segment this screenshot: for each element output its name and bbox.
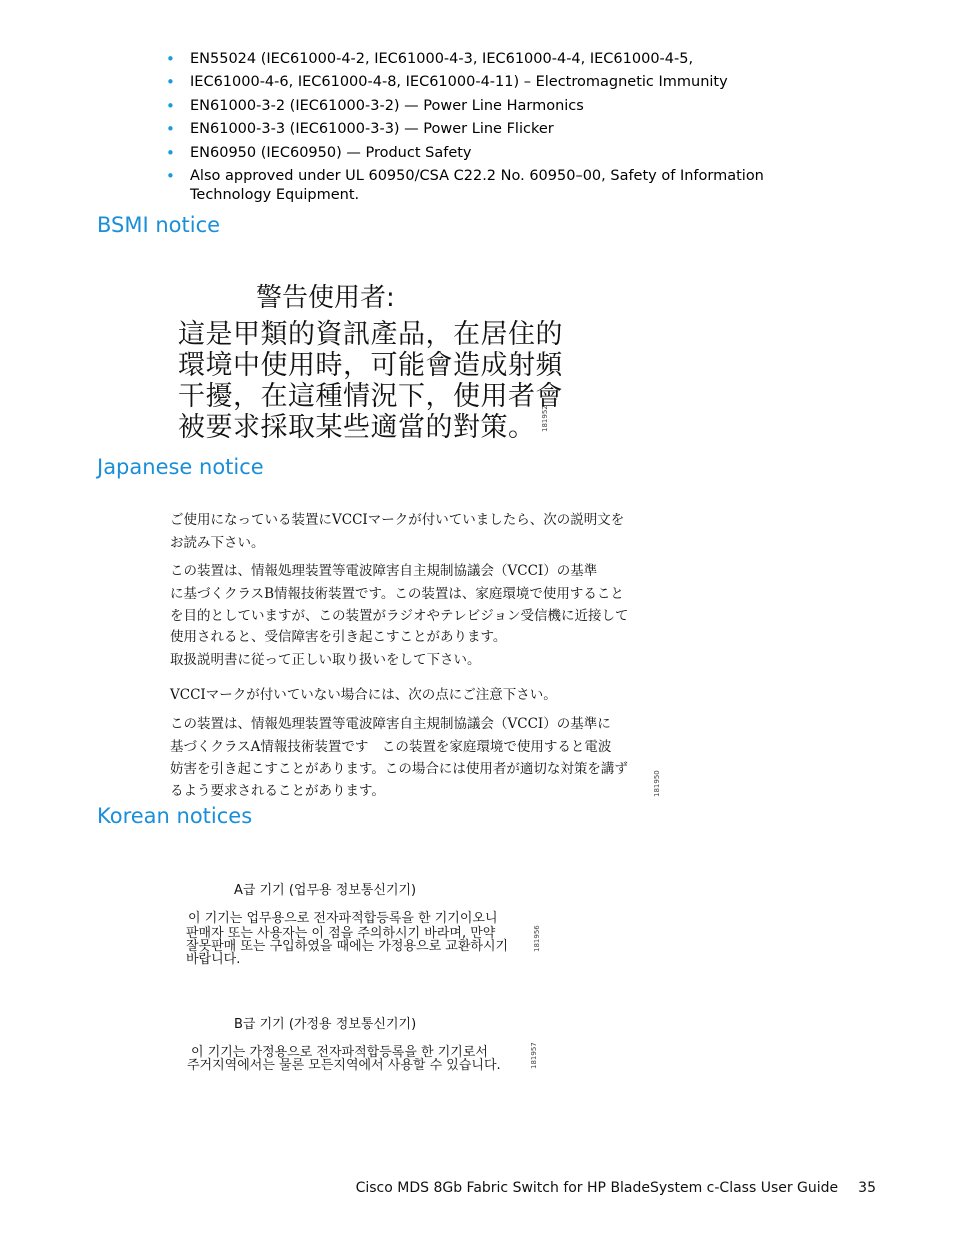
korean-class-a-title: A급 기기 (업무용 정보통신기기) — [234, 883, 417, 898]
korean-notices-heading: Korean notices — [97, 804, 253, 828]
page-footer — [356, 1180, 876, 1196]
bullet-icon: • — [166, 96, 175, 115]
japanese-line: 基づくクラスA情報技術装置です この装置を家庭環境で使用すると電波 — [170, 739, 612, 755]
bullet-icon: • — [166, 143, 175, 162]
japanese-line: 妨害を引き起こすことがあります。この場合には使用者が適切な対策を講ず — [170, 761, 628, 777]
list-item: • EN55024 (IEC61000-4-2, IEC61000-4-3, IEC61000-4-4, IEC61000-4-5, — [166, 50, 694, 68]
bullet-icon: • — [166, 73, 175, 92]
japanese-line: お読み下さい。 — [170, 535, 265, 551]
korean-class-b-figure-number: 181957 — [530, 1042, 538, 1069]
japanese-line: 取扱説明書に従って正しい取り扱いをして下さい。 — [170, 652, 481, 668]
japanese-notice-heading: Japanese notice — [97, 455, 264, 479]
bsmi-warning-title: 警告使用者: — [256, 283, 395, 313]
bsmi-line: 被要求採取某些適當的對策。 — [178, 412, 536, 443]
list-item: • Also approved under UL 60950/CSA C22.2 No. 60950–00, Safety of Information Technology Equipment. — [166, 166, 764, 203]
list-item: • EN61000-3-3 (IEC61000-3-3) — Power Line Flicker — [166, 120, 554, 139]
korean-class-a-line: 판매자 또는 사용자는 이 점을 주의하시기 바라며, 만약 — [186, 926, 496, 941]
japanese-line: 使用されると、受信障害を引き起こすことがあります。 — [170, 629, 507, 645]
japanese-line: るよう要求されることがあります。 — [170, 783, 385, 799]
footer-title: Cisco MDS 8Gb Fabric Switch for HP BladeSystem c-Class User Guide — [355, 1180, 839, 1196]
bullet-icon: • — [166, 50, 175, 68]
bsmi-notice-heading: BSMI notice — [97, 213, 221, 237]
japanese-line: を目的としていますが、この装置がラジオやテレビジョン受信機に近接して — [170, 608, 629, 624]
japanese-line: この装置は、情報処理装置等電波障害自主規制協議会（VCCI）の基準 — [170, 563, 598, 579]
bsmi-line: 這是甲類的資訊產品，在居住的 — [178, 319, 563, 350]
compliance-list — [166, 50, 846, 209]
korean-class-b-line: 주거지역에서는 물론 모든지역에서 사용할 수 있습니다. — [187, 1058, 501, 1073]
list-item: • IEC61000-4-6, IEC61000-4-8, IEC61000-4-11) – Electromagnetic Immunity — [166, 73, 728, 92]
japanese-line: ご使用になっている装置にVCCIマークが付いていましたら、次の説明文を — [170, 512, 625, 528]
bsmi-line: 環境中使用時，可能會造成射頻 — [178, 350, 563, 381]
korean-class-a-line: 잘못판매 또는 구입하였을 때에는 가정용으로 교환하시기 — [186, 939, 509, 954]
korean-class-a-line: 이 기기는 업무용으로 전자파적합등록을 한 기기이오니 — [188, 911, 498, 926]
japanese-line: に基づくクラスB情報技術装置です。この装置は、家庭環境で使用すること — [170, 586, 624, 602]
bsmi-figure-number: 181952 — [541, 405, 549, 432]
japanese-line: この装置は、情報処理装置等電波障害自主規制協議会（VCCI）の基準に — [170, 716, 611, 732]
korean-class-b-title: B급 기기 (가정용 정보통신기기) — [234, 1017, 417, 1032]
page-number: 35 — [858, 1180, 876, 1196]
list-item: • EN61000-3-2 (IEC61000-3-2) — Power Line Harmonics — [166, 96, 584, 115]
japanese-figure-number: 181950 — [653, 770, 661, 797]
bullet-icon: • — [166, 120, 175, 139]
korean-class-a-line: 바랍니다. — [186, 952, 241, 967]
korean-class-a-figure-number: 181956 — [533, 925, 541, 952]
bullet-icon: • — [166, 166, 175, 185]
list-item: • EN60950 (IEC60950) — Product Safety — [166, 143, 472, 162]
japanese-line: VCCIマークが付いていない場合には、次の点にご注意下さい。 — [170, 687, 557, 703]
korean-class-b-line: 이 기기는 가정용으로 전자파적합등록을 한 기기로서 — [191, 1045, 488, 1060]
bsmi-line: 干擾，在這種情況下，使用者會 — [178, 381, 563, 412]
